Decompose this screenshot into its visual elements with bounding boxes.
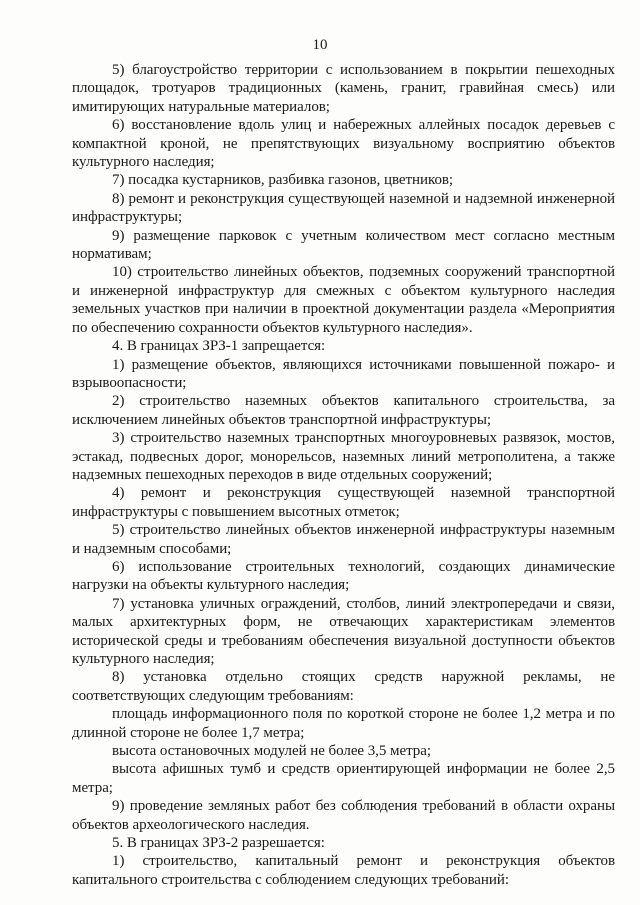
paragraph-requirement-stop-height: высота остановочных модулей не более 3,5 метра;	[112, 743, 431, 760]
section-heading-4: 4. В границах ЗРЗ-1 запрещается:	[112, 338, 326, 355]
paragraph-prohibited-6: 6) использование строительных технологий, создающих динамические нагрузки на объекты культурного наследия;	[72, 558, 615, 594]
paragraph-prohibited-3: 3) строительство наземных транспортных многоуровневых развязок, мостов, эстакад, подвесных дорог, монорельсов, наземных линий метрополитена, а также надземных пешеходных переходов в виде отдельных сооружений;	[72, 430, 615, 483]
paragraph-prohibited-4: 4) ремонт и реконструкция существующей наземной транспортной инфраструктуры с повышением высотных отметок;	[72, 485, 615, 520]
paragraph-item-8-engineering-repair: 8) ремонт и реконструкция существующей наземной и надземной инженерной инфраструктуры;	[72, 190, 615, 226]
paragraph-prohibited-8: 8) установка отдельно стоящих средств наружной рекламы, не соответствующих следующим требованиям:	[72, 669, 615, 704]
paragraph-prohibited-5: 5) строительство линейных объектов инженерной инфраструктуры наземным и надземным способами;	[72, 522, 615, 557]
paragraph-prohibited-7: 7) установка уличных ограждений, столбов, линий электропередачи и связи, малых архитектурных форм, не отвечающих характеристикам элементов исторической среды и требованиям обеспечения визуальной доступности объектов культурного наследия;	[72, 595, 615, 667]
section-heading-5: 5. В границах ЗРЗ-2 разрешается:	[112, 835, 325, 852]
paragraph-permitted-1: 1) строительство, капитальный ремонт и реконструкция объектов капитального строительства с соблюдением следующих требований:	[72, 853, 615, 888]
page-number: 10	[312, 37, 328, 53]
paragraph-item-6-alley-planting: 6) восстановление вдоль улиц и набережных аллейных посадок деревьев с компактной кроной, не препятствующих визуальному восприятию объектов культурного наследия;	[72, 117, 615, 171]
paragraph-item-7-shrubs: 7) посадка кустарников, разбивка газонов, цветников;	[112, 172, 454, 189]
paragraph-prohibited-9: 9) проведение земляных работ без соблюдения требований в области охраны объектов археологического наследия.	[72, 798, 615, 833]
paragraph-item-5-landscaping: 5) благоустройство территории с использованием в покрытии пешеходных площадок, тротуаров традиционных (камень, гранит, гравийная смесь) или имитирующих натуральные материалов;	[72, 62, 615, 115]
paragraph-requirement-poster-height: высота афишных тумб и средств ориентирующей информации не более 2,5 метра;	[72, 761, 615, 796]
document-body	[72, 61, 615, 889]
paragraph-requirement-area: площадь информационного поля по короткой стороне не более 1,2 метра и по длинной стороне не более 1,7 метра;	[72, 706, 615, 741]
paragraph-prohibited-2: 2) строительство наземных объектов капитального строительства, за исключением линейных объектов транспортной инфраструктуры;	[72, 393, 615, 428]
paragraph-item-9-parking: 9) размещение парковок с учетным количеством мест согласно местным нормативам;	[72, 227, 615, 263]
paragraph-item-10-linear-objects: 10) строительство линейных объектов, подземных сооружений транспортной и инженерной инфраструктур для смежных с объектом культурного наследия земельных участков при наличии в проектной документации раздела «Мероприятия по обеспечению сохранности объектов культурного наследия».	[72, 264, 615, 336]
paragraph-prohibited-1: 1) размещение объектов, являющихся источниками повышенной пожаро- и взрывоопасности;	[72, 356, 615, 391]
